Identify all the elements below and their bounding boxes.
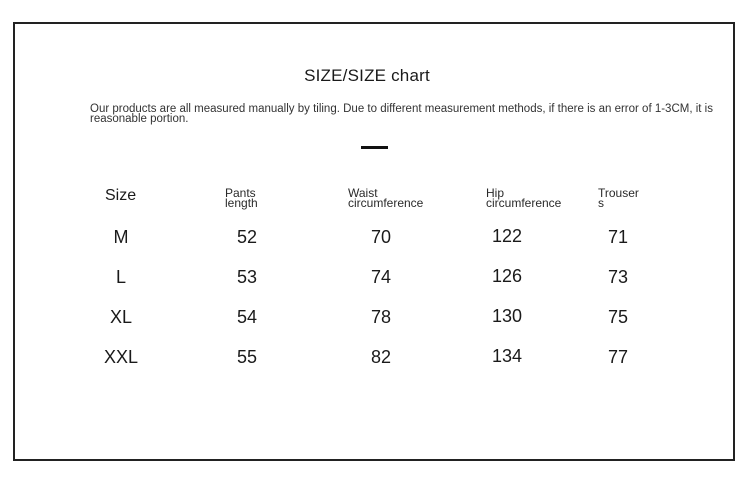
cell-pants-length: 52 <box>236 227 258 247</box>
cell-size: L <box>115 267 126 287</box>
header-waist <box>348 188 423 208</box>
header-trousers-line1: Trouser <box>598 186 639 200</box>
header-pants-length-line2: length <box>225 196 258 210</box>
header-hip-line1: Hip <box>486 186 505 200</box>
cell-size: XL <box>109 307 133 327</box>
cell-hip: 130 <box>491 306 523 326</box>
header-trousers <box>598 188 639 208</box>
size-chart-frame <box>13 22 735 461</box>
header-hip <box>486 188 561 208</box>
header-hip-line2: circumference <box>486 196 562 210</box>
header-pants-length <box>225 188 258 208</box>
cell-trousers: 71 <box>607 227 629 247</box>
cell-waist: 82 <box>370 347 392 367</box>
header-size: Size <box>105 187 137 204</box>
cell-pants-length: 54 <box>236 307 258 327</box>
header-trousers-line2: s <box>598 196 604 210</box>
cell-trousers: 77 <box>607 347 629 367</box>
page-title: SIZE/SIZE chart <box>304 66 430 85</box>
cell-waist: 74 <box>370 267 392 287</box>
measurement-note: Our products are all measured manually by tiling. Due to different measurement methods, if there is an error of 1-3CM, it is reasonable portion. <box>90 103 713 125</box>
header-waist-line1: Waist <box>348 186 378 200</box>
cell-hip: 126 <box>491 266 523 286</box>
cell-hip: 122 <box>491 226 523 246</box>
cell-pants-length: 53 <box>236 267 258 287</box>
cell-trousers: 75 <box>607 307 629 327</box>
cell-size: XXL <box>103 347 139 367</box>
cell-size: M <box>113 227 129 247</box>
header-pants-length-line1: Pants <box>225 186 256 200</box>
cell-pants-length: 55 <box>236 347 258 367</box>
header-waist-line2: circumference <box>348 196 424 210</box>
cell-waist: 78 <box>370 307 392 327</box>
cell-waist: 70 <box>370 227 392 247</box>
divider-line <box>361 146 388 149</box>
cell-hip: 134 <box>491 346 523 366</box>
cell-trousers: 73 <box>607 267 629 287</box>
